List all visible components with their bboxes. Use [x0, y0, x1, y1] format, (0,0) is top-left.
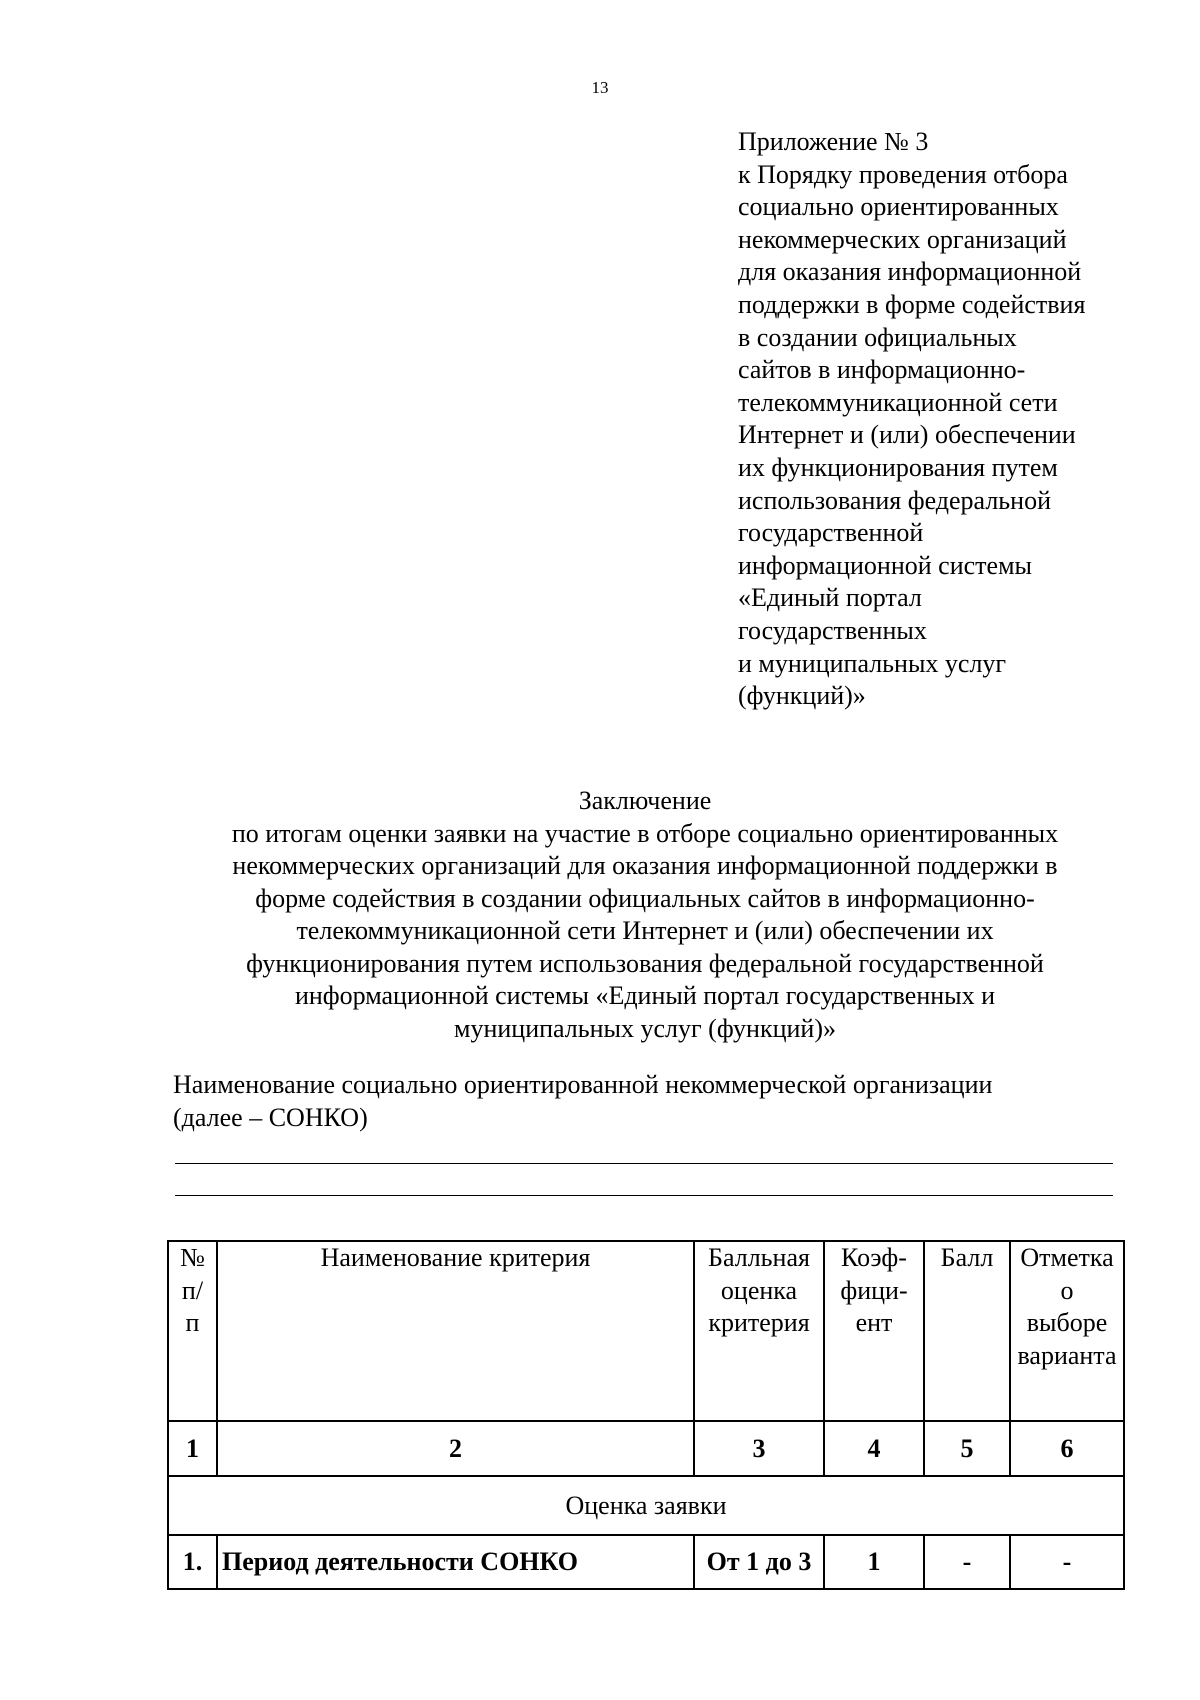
title-line: некоммерческих организаций для оказания информационной поддержки в	[232, 851, 1058, 880]
title-line: форме содействия в создании официальных сайтов в информационно-	[255, 883, 1035, 913]
appendix-line: поддержки в форме содействия	[738, 289, 1086, 319]
header-coefficient: Коэф- фици- ент	[824, 1241, 924, 1421]
appendix-line: сайтов в информационно-	[738, 355, 1026, 385]
title-line: по итогам оценки заявки на участие в отборе социально ориентированных	[231, 818, 1059, 848]
header-mark: Отметка о выборе варианта	[1010, 1241, 1124, 1421]
title-line: телекоммуникационной сети Интернет и (или) обеспечении их	[296, 916, 994, 945]
appendix-line: к Порядку проведения отбора	[738, 159, 1068, 189]
row-score-eval: От 1 до 3	[694, 1535, 824, 1589]
appendix-line: «Единый портал	[738, 583, 922, 613]
appendix-line: информационной системы	[738, 550, 1032, 580]
column-number: 5	[924, 1421, 1010, 1476]
appendix-line: телекоммуникационной сети	[738, 387, 1058, 417]
row-criterion: Период деятельности СОНКО	[217, 1535, 694, 1589]
header-criterion: Наименование критерия	[217, 1241, 694, 1421]
column-number: 1	[168, 1421, 217, 1476]
row-points: -	[924, 1535, 1010, 1589]
organization-label	[173, 1068, 1133, 1134]
section-row	[168, 1476, 1124, 1535]
page-number: 13	[591, 78, 609, 97]
org-label-line: Наименование социально ориентированной некоммерческой организации	[173, 1070, 993, 1099]
org-label-line: (далее – СОНКО)	[173, 1103, 368, 1132]
row-mark: -	[1010, 1535, 1124, 1589]
column-number: 6	[1010, 1421, 1124, 1476]
appendix-line: Приложение № 3	[738, 127, 929, 156]
table-row	[168, 1535, 1124, 1589]
appendix-line: их функционирования путем	[738, 452, 1058, 482]
column-number: 3	[694, 1421, 824, 1476]
title-line: функционирования путем использования федеральной государственной	[246, 948, 1044, 978]
header-score-eval: Балльная оценка критерия	[694, 1241, 824, 1421]
appendix-line: государственных	[738, 615, 927, 645]
organization-name-line	[175, 1163, 1113, 1164]
title-line: информационной системы «Единый портал государственных и	[294, 981, 996, 1010]
column-number: 4	[824, 1421, 924, 1476]
title-line: муниципальных услуг (функций)»	[454, 1013, 836, 1043]
appendix-line: в создании официальных	[738, 322, 1017, 352]
appendix-line: использования федеральной	[738, 485, 1051, 515]
appendix-line: для оказания информационной	[738, 257, 1082, 287]
section-title: Оценка заявки	[168, 1476, 1124, 1535]
header-num: № п/ п	[168, 1241, 217, 1421]
appendix-line: (функций)»	[738, 681, 866, 711]
title-line: Заключение	[578, 786, 712, 815]
column-number: 2	[217, 1421, 694, 1476]
row-coefficient: 1	[824, 1535, 924, 1589]
appendix-line: социально ориентированных	[738, 192, 1059, 222]
organization-name-line	[175, 1195, 1113, 1196]
document-title	[150, 785, 1140, 1045]
criteria-table	[167, 1240, 1125, 1590]
appendix-line: и муниципальных услуг	[738, 648, 1007, 678]
appendix-line: Интернет и (или) обеспечении	[738, 420, 1076, 450]
header-points: Балл	[924, 1241, 1010, 1421]
appendix-header	[738, 126, 1178, 713]
appendix-line: некоммерческих организаций	[738, 224, 1067, 254]
column-number-row	[168, 1421, 1124, 1476]
table-header-row	[168, 1241, 1124, 1421]
row-num: 1.	[168, 1535, 217, 1589]
appendix-line: государственной	[738, 518, 924, 548]
